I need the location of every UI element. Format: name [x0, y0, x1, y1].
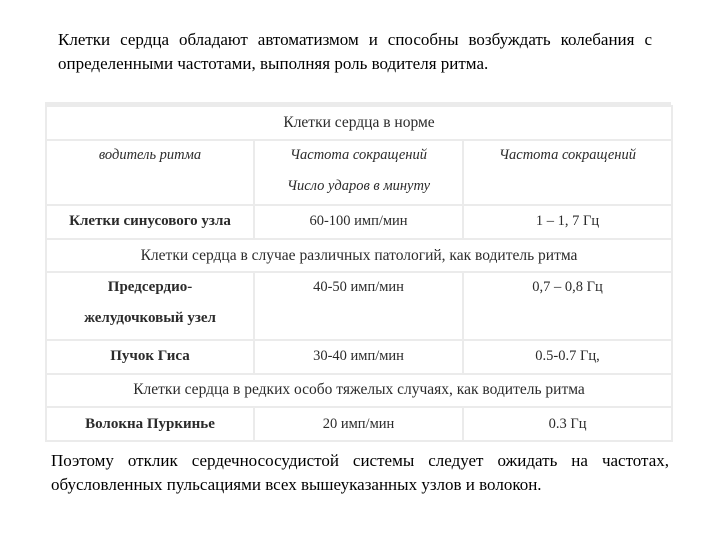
header-freq-label: Частота сокращений [499, 146, 636, 163]
outro-paragraph: Поэтому отклик сердечнососудистой системы следует ожидать на частотах, обусловленных пульсациями всех вышеуказанных узлов и волокон. [51, 451, 669, 494]
header-pacemaker-label: водитель ритма [98, 146, 202, 163]
row-purkinje-hz: 0.3 Гц [463, 407, 672, 441]
header-rate-label: Частота сокращений [290, 146, 427, 163]
row-his-bpm: 30-40 имп/мин [254, 340, 463, 374]
row-sinus-hz: 1 – 1, 7 Гц [463, 205, 672, 239]
row-purkinje-name: Волокна Пуркинье [46, 407, 254, 441]
row-av-name [46, 272, 254, 339]
header-rate [254, 140, 463, 205]
pacemaker-table [45, 102, 671, 442]
severe-title: Клетки сердца в редких особо тяжелых случаях, как водитель ритма [46, 374, 672, 408]
row-av-hz: 0,7 – 0,8 Гц [463, 272, 672, 339]
pathology-title: Клетки сердца в случае различных патологий, как водитель ритма [46, 239, 672, 273]
row-sinus-bpm: 60-100 имп/мин [254, 205, 463, 239]
table-title-norm: Клетки сердца в норме [46, 106, 672, 140]
header-pacemaker [46, 140, 254, 205]
row-his-name: Пучок Гиса [46, 340, 254, 374]
row-his-hz: 0.5-0.7 Гц, [463, 340, 672, 374]
row-av-name-line2: желудочковый узел [84, 310, 216, 327]
intro-paragraph: Клетки сердца обладают автоматизмом и способны возбуждать колебания с определенными частотами, выполняя роль водителя ритма. [58, 30, 652, 73]
header-rate-unit: Число ударов в минуту [286, 177, 431, 194]
header-freq [463, 140, 672, 205]
row-sinus-name: Клетки синусового узла [46, 205, 254, 239]
row-av-bpm: 40-50 имп/мин [254, 272, 463, 339]
row-av-name-line1: Предсердио- [107, 279, 193, 296]
row-purkinje-bpm: 20 имп/мин [254, 407, 463, 441]
